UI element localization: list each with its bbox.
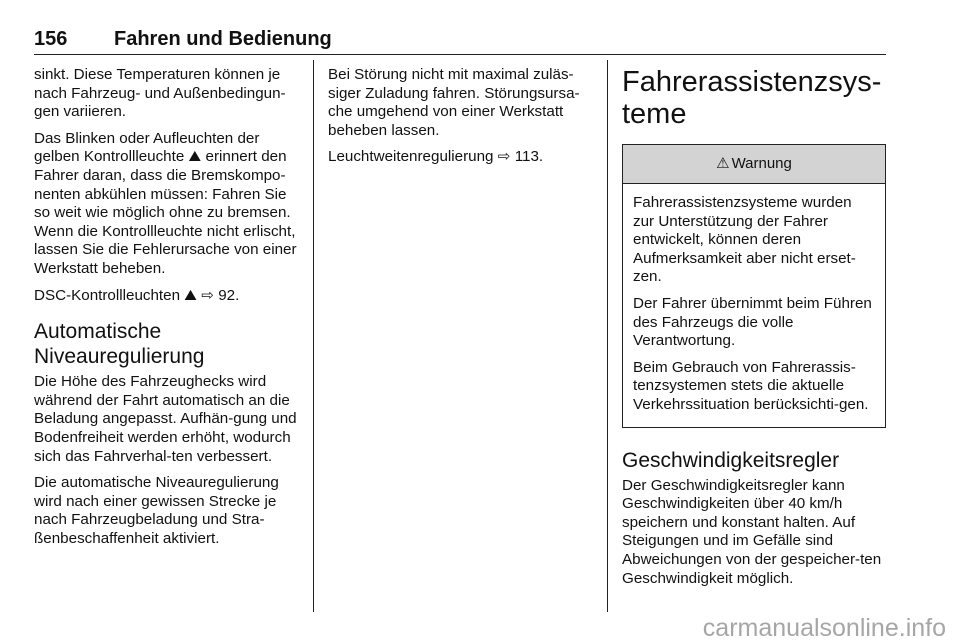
paragraph: Bei Störung nicht mit maximal zuläs-siger Zuladung fahren. Störungsursa-che umgehend von einer Werkstatt beheben lassen.: [328, 66, 580, 139]
page-reference-arrow-icon: ⇨: [497, 148, 511, 166]
paragraph: Die Höhe des Fahrzeughecks wird während der Fahrt automatisch an die Beladung angepasst. Aufhän-gung und Bodenfreiheit werden erhöht, wodurch sich das Fahrverhal-ten verbessert.: [34, 373, 297, 465]
column-3: [622, 66, 886, 596]
header-divider: [34, 54, 886, 55]
section-heading: Automatische Niveauregulierung: [34, 320, 205, 369]
column-1: [34, 66, 298, 556]
page-reference-arrow-icon: ⇨: [201, 286, 214, 304]
paragraph: Beim Gebrauch von Fahrerassis-tenzsystemen stets die aktuelle Verkehrssituation berücksichti-gen.: [633, 358, 869, 413]
watermark: carmanualsonline.info: [702, 614, 946, 642]
section-heading: Geschwindigkeitsregler: [622, 448, 840, 472]
paragraph: sinkt. Diese Temperaturen können je nach Fahrzeug- und Außenbedingun-gen variieren.: [34, 66, 286, 121]
warning-header: [623, 145, 885, 184]
paragraph: Der Geschwindigkeitsregler kann Geschwindigkeiten über 40 km/h speichern und konstant halten. Auf Steigungen und im Gefälle sind Abweichungen von der gespeicher-ten Geschwindigkeit möglich.: [622, 476, 882, 587]
page-reference-link[interactable]: 113.: [514, 148, 544, 166]
warning-body: [623, 184, 885, 427]
warning-box: [622, 144, 886, 428]
column-divider-2: [607, 60, 608, 612]
column-2: [328, 66, 592, 175]
page-number: 156: [34, 28, 68, 50]
paragraph: Der Fahrer übernimmt beim Führen des Fahrzeugs die volle Verantwortung.: [633, 294, 872, 350]
page-header: [34, 28, 886, 50]
paragraph: Das Blinken oder Aufleuchten der gelben Kontrollleuchte ⛰ erinnert den Fahrer daran, dass die Bremskompo-nenten abkühlen müssen: Fahren Sie so weit wie möglich ohne zu bremsen. Wenn die Kontrollleuchte nicht erlischt, lassen Sie die Fehlerursache von einer Werkstatt beheben.: [34, 129, 297, 277]
paragraph: Fahrerassistenzsysteme wurden zur Unterstützung der Fahrer entwickelt, können deren Aufmerksamkeit aber nicht erset-zen.: [633, 194, 856, 286]
control-lamp-icon: ⛰: [184, 286, 198, 304]
warning-title: Warnung: [731, 154, 792, 172]
chapter-title: Fahren und Bedienung: [114, 28, 332, 50]
paragraph: Die automatische Niveauregulierung wird nach einer gewissen Strecke je nach Fahrzeugbeladung und Stra-ßenbeschaffenheit aktiviert.: [34, 474, 279, 547]
section-title: Fahrerassistenzsys-teme: [622, 66, 882, 130]
warning-icon: ⚠: [716, 154, 730, 172]
page-reference-link[interactable]: 92.: [218, 286, 240, 304]
paragraph: DSC-Kontrollleuchten ⛰ ⇨ 92.: [34, 286, 240, 304]
column-divider-1: [313, 60, 314, 612]
control-lamp-icon: ⛰: [188, 148, 202, 166]
paragraph: Leuchtweitenregulierung ⇨ 113.: [328, 148, 544, 166]
